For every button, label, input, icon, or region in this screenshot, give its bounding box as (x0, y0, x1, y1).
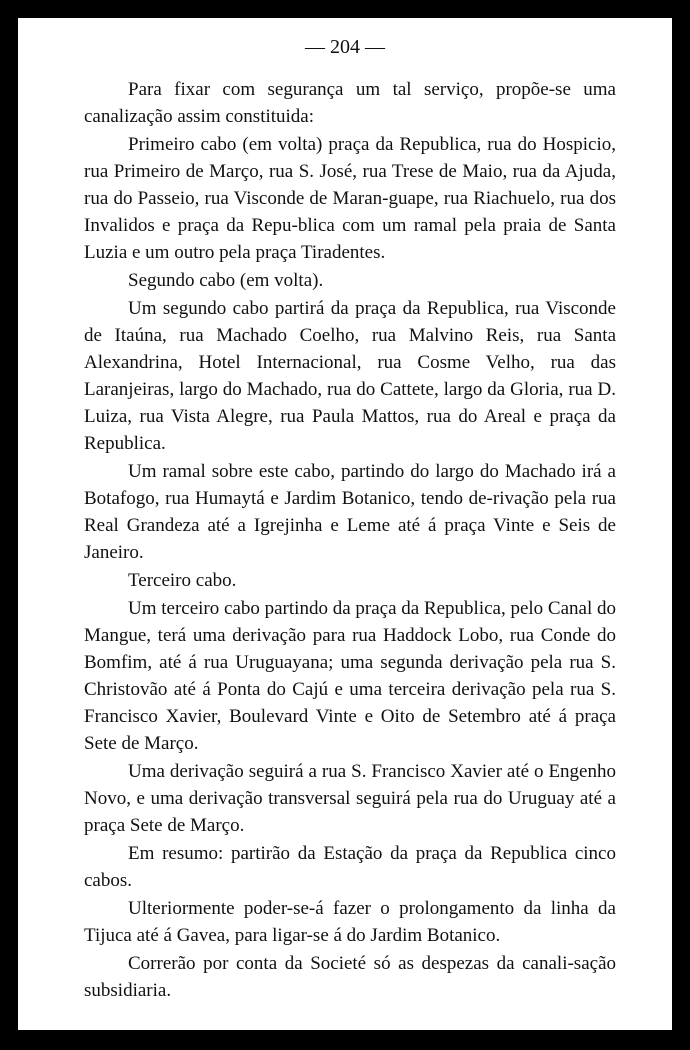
document-page (18, 18, 672, 1030)
paragraph-10: Ulteriormente poder-se-á fazer o prolongamento da linha da Tijuca até á Gavea, para ligar-se á do Jardim Botanico. (84, 898, 616, 946)
paragraph-5: Um ramal sobre este cabo, partindo do largo do Machado irá a Botafogo, rua Humaytá e Jardim Botanico, tendo de-rivação pela rua Real Grandeza até a Igrejinha e Leme até á praça Vinte e Seis de Janeiro. (84, 461, 616, 563)
paragraph-11: Correrão por conta da Societé só as despezas da canali-sação subsidiaria. (84, 953, 616, 1001)
paragraph-3: Segundo cabo (em volta). (128, 270, 324, 291)
paragraph-4: Um segundo cabo partirá da praça da Republica, rua Visconde de Itaúna, rua Machado Coelho, rua Malvino Reis, rua Santa Alexandrina, Hotel Internacional, rua Cosme Velho, rua das Laranjeiras, largo do Machado, rua do Cattete, largo da Gloria, rua D. Luiza, rua Vista Alegre, rua Paula Mattos, rua do Areal e praça da Republica. (84, 298, 616, 454)
paragraph-8: Uma derivação seguirá a rua S. Francisco Xavier até o Engenho Novo, e uma derivação transversal seguirá pela rua do Uruguay até a praça Sete de Março. (84, 761, 616, 836)
paragraph-6: Terceiro cabo. (128, 570, 237, 591)
paragraph-9: Em resumo: partirão da Estação da praça da Republica cinco cabos. (84, 843, 616, 891)
paragraph-2: Primeiro cabo (em volta) praça da Republica, rua do Hospicio, rua Primeiro de Março, rua S. José, rua Trese de Maio, rua da Ajuda, rua do Passeio, rua Visconde de Maran-guape, rua Riachuelo, rua dos Invalidos e praça da Repu-blica com um ramal pela praia de Santa Luzia e um outro pela praça Tiradentes. (84, 134, 616, 263)
paragraph-7: Um terceiro cabo partindo da praça da Republica, pelo Canal do Mangue, terá uma derivação para rua Haddock Lobo, rua Conde do Bomfim, até á rua Uruguayana; uma segunda derivação pela rua S. Christovão até á Ponta do Cajú e uma terceira derivação pela rua S. Francisco Xavier, Boulevard Vinte e Oito de Setembro até á praça Sete de Março. (84, 598, 616, 754)
page-number: — 204 — (305, 36, 385, 58)
body-text (84, 76, 616, 1005)
paragraph-1: Para fixar com segurança um tal serviço, propõe-se uma canalização assim constituida: (84, 79, 616, 127)
